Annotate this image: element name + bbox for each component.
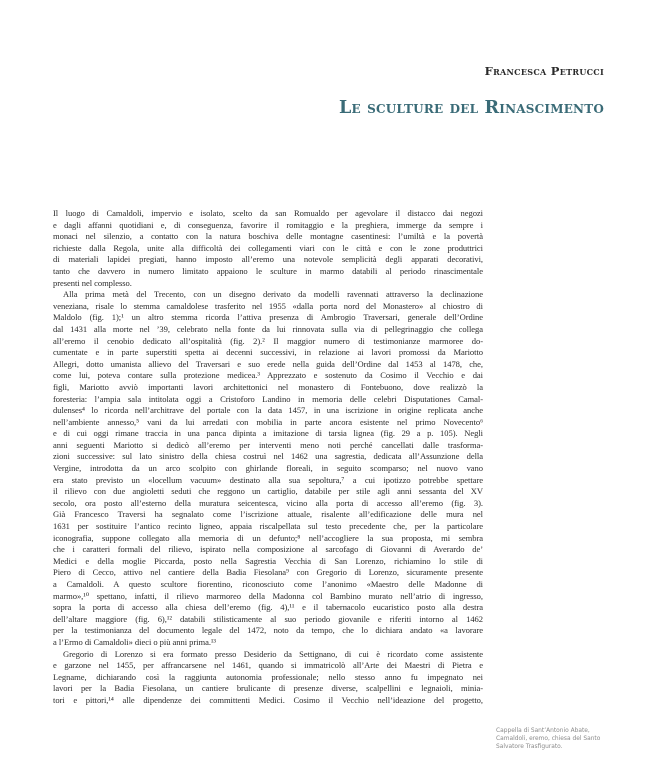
text-line: dell’altare maggiore (fig. 6),¹² databili stilisticamente al suo periodo giovanile e riferiti intorno al 1462 bbox=[53, 613, 483, 624]
text-line: e dagli affanni quotidiani e, di conseguenza, favorire il romitaggio e la preghiera, immerge da sempre i bbox=[53, 219, 483, 230]
text-line: era stato previsto un «locellum vacuum» destinato alla sua sepoltura,⁷ a cui ipotizzo potrebbe spettare bbox=[53, 474, 483, 485]
text-line: monaci nel silenzio, a contatto con la natura boschiva delle montagne casentinesi: l’umiltà e la povertà bbox=[53, 231, 483, 242]
text-line: Gregorio di Lorenzo si era formato presso Desiderio da Settignano, di cui è ricordato come assistente bbox=[63, 648, 483, 659]
text-line: sopra la porta di accesso alla chiesa dell’eremo (fig. 4),¹¹ e il tabernacolo eucaristico posto alla destra bbox=[53, 602, 483, 613]
text-line: Piero di Cecco, attivo nel cantiere della Badia Fiesolana⁹ con Gregorio di Lorenzo, sicuramente presente bbox=[53, 567, 483, 578]
text-line: foresteria: l’ampia sala intitolata oggi a Cristoforo Landino in memoria delle celebri Disputationes Camal- bbox=[53, 393, 483, 404]
text-line: Il luogo di Camaldoli, impervio e isolato, scelto da san Romualdo per agevolare il distacco dai negozi bbox=[53, 208, 483, 218]
text-line: che i caratteri formali del rilievo, ispirato nella composizione al sarcofago di Giovanni di Averardo de’ bbox=[53, 544, 483, 555]
text-line: e garzone nel 1455, per affrancarsene nel 1461, quando si immatricolò all’Arte dei Maestri di Pietra e bbox=[53, 660, 483, 671]
text-line: e di cui oggi rimane traccia in una panca dipinta a imitazione di tarsia lignea (fig. 29 a p. 105). Negli bbox=[53, 428, 483, 439]
text-line: presenti nel complesso. bbox=[53, 277, 132, 288]
text-line: il rilievo con due angioletti seduti che reggono un cartiglio, databile per stile agli anni sessanta del XV bbox=[53, 486, 483, 497]
text-line: Alla prima metà del Trecento, con un disegno derivato da modelli ravennati attraverso la declinazione bbox=[63, 289, 483, 300]
caption-line: Salvatore Trasfigurato. bbox=[496, 744, 563, 750]
text-line: zioni successive: sul lato sinistro della chiesa costruì nel 1462 una sagrestia, dedicata all’Assunzione della bbox=[53, 451, 483, 462]
text-line: Allegri, dotto umanista allievo del Traversari e suo erede nella guida dell’Ordine dal 1453 al 1478, che, bbox=[53, 358, 483, 369]
text-line: marmo»,¹⁰ spettano, infatti, il rilievo marmoreo della Madonna col Bambino murato nell’atrio di ingresso, bbox=[53, 590, 483, 601]
text-line: richieste dalla Regola, unite alla difficoltà dei collegamenti viari con le città e con le zone produttrici bbox=[53, 242, 483, 253]
text-line: iconografia, suppone collegato alla memoria di un defunto;⁸ nell’accogliere la sua proposta, mi sembra bbox=[53, 532, 483, 543]
text-line: tori e pittori,¹⁴ alle dipendenze dei committenti Medici. Cosimo il Vecchio nell’ideazione del progetto, bbox=[53, 694, 483, 705]
chapter-title: Le sculture del Rinascimento bbox=[338, 98, 604, 118]
figure-caption bbox=[496, 727, 616, 751]
text-line: veneziana, risale lo stemma camaldolese trasferito nel 1955 «dalla porta nord del Monastero» al chiostro di bbox=[53, 300, 483, 311]
text-line: anni seguenti Mariotto si dedicò all’eremo per interventi meno noti perché cancellati dalle trasforma- bbox=[53, 439, 483, 450]
text-line: Legname, dichiarando così la raggiunta autonomia professionale; nello stesso anno fu impegnato nei bbox=[53, 671, 483, 682]
text-line: dulenses⁴ lo ricorda nell’architrave del portale con la data 1457, in una iscrizione in origine replicata anche bbox=[53, 405, 483, 416]
text-line: per la testimonianza del documento legale del 1472, noto da tempo, che lo dichiara andato «a lavorare bbox=[53, 625, 483, 636]
text-line: all’eremo il cenobio dedicato all’ospitalità (fig. 2).² Il maggior numero di testimonianze marmoree do- bbox=[53, 335, 483, 346]
caption-line: Cappella di Sant’Antonio Abate, bbox=[496, 728, 590, 734]
text-line: Maldolo (fig. 1);¹ un altro stemma ricorda l’attiva presenza di Ambrogio Traversari, generale dell’Ordine bbox=[53, 312, 483, 323]
text-line: dal 1431 alla morte nel ’39, celebrato nella fonte da lui rinnovata sulla via di pellegrinaggio che collega bbox=[53, 323, 483, 334]
body-text bbox=[53, 208, 483, 707]
text-line: secolo, ora posto all’esterno della muratura seicentesca, vicino alla porta di accesso all’eremo (fig. 3). bbox=[53, 497, 483, 508]
text-line: 1631 per sostituire l’antico recinto ligneo, appaia riscalpellata sul testo precedente che, per la particolare bbox=[53, 521, 483, 532]
author-name: Francesca Petrucci bbox=[484, 64, 604, 78]
text-line: tanto che davvero in numero limitato appaiono le sculture in marmo databili al periodo rinascimentale bbox=[53, 265, 483, 276]
text-line: Già Francesco Traversi ha segnalato come l’iscrizione attuale, risalente all’edificazione delle mura nel bbox=[53, 509, 483, 520]
text-line: di materiali lapidei pregiati, hanno imposto all’eremo una notevole semplicità degli apparati decorativi, bbox=[53, 254, 483, 265]
text-line: a l’Ermo di Camaldoli» dieci o più anni prima.¹³ bbox=[53, 636, 216, 647]
text-line: lavori per la Badia Fiesolana, un cantiere brulicante di presenze diverse, scalpellini e legnaioli, minia- bbox=[53, 683, 483, 694]
text-line: figli, Mariotto avviò importanti lavori architettonici nel monastero di Fontebuono, dove realizzò la bbox=[53, 381, 483, 392]
text-line: Medici e della moglie Piccarda, posto nella Sagrestia Vecchia di San Lorenzo, richiamino lo stile di bbox=[53, 555, 483, 566]
text-line: cumentate e in parte superstiti spetta ai decenni successivi, in relazione ai lavori promossi da Mariotto bbox=[53, 347, 483, 358]
text-line: nell’ambiente annesso,⁵ vani da lui arredati con mobilia in parte ancora esistente nel primo Novecento⁶ bbox=[53, 416, 483, 427]
text-line: a Camaldoli. A questo scultore fiorentino, riconosciuto come l’anonimo «Maestro delle Madonne di bbox=[53, 579, 483, 589]
text-line: come lui, poteva contare sulla protezione medicea.³ Apprezzato e sostenuto da Cosimo il Vecchio e dai bbox=[53, 370, 483, 381]
text-line: Vergine, introdotta da un arco scolpito con ghirlande floreali, in seguito scomparso; nel nuovo vano bbox=[53, 463, 483, 474]
caption-line: Camaldoli, eremo, chiesa del Santo bbox=[496, 736, 601, 742]
